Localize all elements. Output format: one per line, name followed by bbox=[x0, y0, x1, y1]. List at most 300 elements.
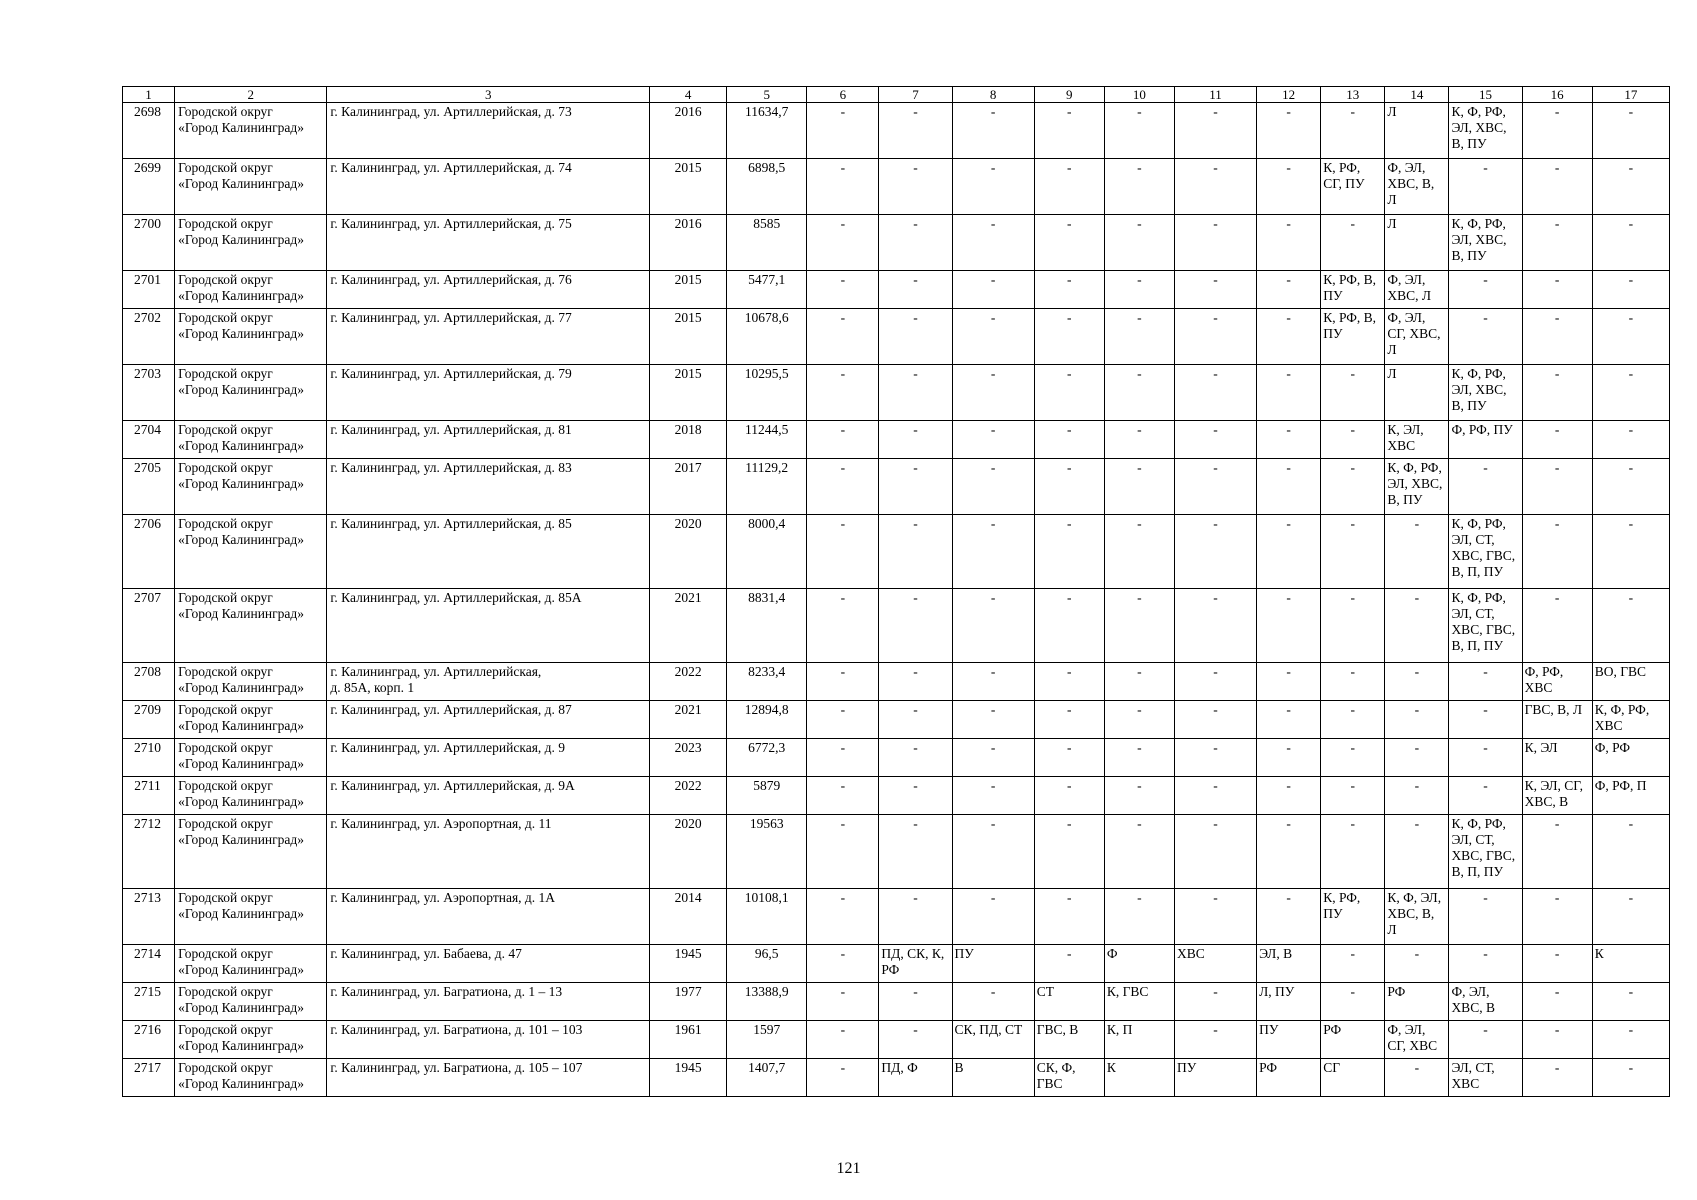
row-number: 2706 bbox=[123, 515, 175, 589]
municipality-cell: Городской округ «Город Калининград» bbox=[175, 421, 327, 459]
area-cell: 13388,9 bbox=[727, 983, 807, 1021]
col10-cell: - bbox=[1104, 589, 1174, 663]
col12-cell: ЭЛ, В bbox=[1257, 945, 1321, 983]
address-cell: г. Калининград, ул. Бабаева, д. 47 bbox=[327, 945, 650, 983]
col9-cell: - bbox=[1034, 159, 1104, 215]
col11-cell: - bbox=[1174, 815, 1256, 889]
col12-cell: - bbox=[1257, 159, 1321, 215]
col16-cell: К, ЭЛ bbox=[1522, 739, 1592, 777]
col15-cell: К, Ф, РФ, ЭЛ, СТ, ХВС, ГВС, В, П, ПУ bbox=[1449, 589, 1522, 663]
col10-cell: - bbox=[1104, 103, 1174, 159]
col8-cell: - bbox=[952, 421, 1034, 459]
col17-cell: - bbox=[1592, 1021, 1669, 1059]
col11-cell: - bbox=[1174, 103, 1256, 159]
col8-cell: - bbox=[952, 815, 1034, 889]
address-cell: г. Калининград, ул. Багратиона, д. 105 – 107 bbox=[327, 1059, 650, 1097]
address-cell: г. Калининград, ул. Багратиона, д. 1 – 13 bbox=[327, 983, 650, 1021]
row-number: 2700 bbox=[123, 215, 175, 271]
col16-cell: - bbox=[1522, 215, 1592, 271]
col7-cell: - bbox=[879, 663, 952, 701]
col16-cell: К, ЭЛ, СГ, ХВС, В bbox=[1522, 777, 1592, 815]
col12-cell: - bbox=[1257, 215, 1321, 271]
col16-cell: - bbox=[1522, 1059, 1592, 1097]
page-number: 121 bbox=[836, 1160, 861, 1177]
col13-cell: К, РФ, В, ПУ bbox=[1321, 271, 1385, 309]
municipality-cell: Городской округ «Город Калининград» bbox=[175, 515, 327, 589]
col16-cell: - bbox=[1522, 459, 1592, 515]
area-cell: 11634,7 bbox=[727, 103, 807, 159]
address-cell: г. Калининград, ул. Артиллерийская, д. 87 bbox=[327, 701, 650, 739]
col15-cell: Ф, ЭЛ, ХВС, В bbox=[1449, 983, 1522, 1021]
col14-cell: Ф, ЭЛ, СГ, ХВС bbox=[1385, 1021, 1449, 1059]
table-row bbox=[123, 589, 1670, 663]
col17-cell: - bbox=[1592, 1059, 1669, 1097]
area-cell: 11244,5 bbox=[727, 421, 807, 459]
col11-cell: - bbox=[1174, 459, 1256, 515]
municipality-cell: Городской округ «Город Калининград» bbox=[175, 159, 327, 215]
area-cell: 8831,4 bbox=[727, 589, 807, 663]
col9-cell: - bbox=[1034, 459, 1104, 515]
row-number: 2717 bbox=[123, 1059, 175, 1097]
col12-cell: - bbox=[1257, 815, 1321, 889]
col17-cell: - bbox=[1592, 103, 1669, 159]
area-cell: 10678,6 bbox=[727, 309, 807, 365]
col16-cell: - bbox=[1522, 365, 1592, 421]
col16-cell: - bbox=[1522, 815, 1592, 889]
col8-cell: - bbox=[952, 459, 1034, 515]
col8-cell: - bbox=[952, 365, 1034, 421]
col9-cell: - bbox=[1034, 739, 1104, 777]
address-cell: г. Калининград, ул. Артиллерийская, д. 9 bbox=[327, 739, 650, 777]
col7-cell: - bbox=[879, 159, 952, 215]
col16-cell: - bbox=[1522, 589, 1592, 663]
col6-cell: - bbox=[807, 365, 879, 421]
col6-cell: - bbox=[807, 663, 879, 701]
col8-cell: ПУ bbox=[952, 945, 1034, 983]
col10-cell: К bbox=[1104, 1059, 1174, 1097]
col12-cell: - bbox=[1257, 309, 1321, 365]
year-cell: 1961 bbox=[650, 1021, 727, 1059]
year-cell: 2022 bbox=[650, 663, 727, 701]
col10-cell: - bbox=[1104, 421, 1174, 459]
municipality-cell: Городской округ «Город Калининград» bbox=[175, 103, 327, 159]
col13-cell: К, РФ, СГ, ПУ bbox=[1321, 159, 1385, 215]
col10-cell: - bbox=[1104, 365, 1174, 421]
col8-cell: - bbox=[952, 309, 1034, 365]
col6-cell: - bbox=[807, 309, 879, 365]
col12-cell: - bbox=[1257, 515, 1321, 589]
col11-cell: - bbox=[1174, 159, 1256, 215]
year-cell: 1977 bbox=[650, 983, 727, 1021]
col17-cell: - bbox=[1592, 215, 1669, 271]
col6-cell: - bbox=[807, 103, 879, 159]
year-cell: 2021 bbox=[650, 589, 727, 663]
municipality-cell: Городской округ «Город Калининград» bbox=[175, 777, 327, 815]
year-cell: 2021 bbox=[650, 701, 727, 739]
col10-cell: К, П bbox=[1104, 1021, 1174, 1059]
col17-cell: - bbox=[1592, 459, 1669, 515]
col16-cell: - bbox=[1522, 983, 1592, 1021]
table-row bbox=[123, 1059, 1670, 1097]
col15-cell: - bbox=[1449, 271, 1522, 309]
column-header: 5 bbox=[727, 87, 807, 103]
table-row bbox=[123, 365, 1670, 421]
row-number: 2708 bbox=[123, 663, 175, 701]
col7-cell: ПД, Ф bbox=[879, 1059, 952, 1097]
table-row bbox=[123, 309, 1670, 365]
row-number: 2704 bbox=[123, 421, 175, 459]
col15-cell: - bbox=[1449, 309, 1522, 365]
address-cell: г. Калининград, ул. Артиллерийская, д. 9А bbox=[327, 777, 650, 815]
col9-cell: - bbox=[1034, 103, 1104, 159]
col13-cell: - bbox=[1321, 365, 1385, 421]
municipality-cell: Городской округ «Город Калининград» bbox=[175, 889, 327, 945]
col14-cell: Л bbox=[1385, 365, 1449, 421]
col11-cell: ПУ bbox=[1174, 1059, 1256, 1097]
col13-cell: - bbox=[1321, 663, 1385, 701]
row-number: 2711 bbox=[123, 777, 175, 815]
municipality-cell: Городской округ «Город Калининград» bbox=[175, 459, 327, 515]
col6-cell: - bbox=[807, 945, 879, 983]
year-cell: 2020 bbox=[650, 815, 727, 889]
col15-cell: ЭЛ, СТ, ХВС bbox=[1449, 1059, 1522, 1097]
col10-cell: К, ГВС bbox=[1104, 983, 1174, 1021]
col11-cell: - bbox=[1174, 309, 1256, 365]
col7-cell: - bbox=[879, 777, 952, 815]
col13-cell: - bbox=[1321, 215, 1385, 271]
col10-cell: - bbox=[1104, 271, 1174, 309]
col13-cell: - bbox=[1321, 945, 1385, 983]
area-cell: 96,5 bbox=[727, 945, 807, 983]
col6-cell: - bbox=[807, 815, 879, 889]
col11-cell: - bbox=[1174, 777, 1256, 815]
col15-cell: Ф, РФ, ПУ bbox=[1449, 421, 1522, 459]
municipality-cell: Городской округ «Город Калининград» bbox=[175, 309, 327, 365]
col12-cell: - bbox=[1257, 103, 1321, 159]
year-cell: 2016 bbox=[650, 103, 727, 159]
col7-cell: - bbox=[879, 889, 952, 945]
col16-cell: - bbox=[1522, 103, 1592, 159]
col11-cell: - bbox=[1174, 663, 1256, 701]
col17-cell: - bbox=[1592, 589, 1669, 663]
col15-cell: - bbox=[1449, 739, 1522, 777]
column-header: 11 bbox=[1174, 87, 1256, 103]
row-number: 2709 bbox=[123, 701, 175, 739]
year-cell: 2015 bbox=[650, 159, 727, 215]
col13-cell: - bbox=[1321, 815, 1385, 889]
municipality-cell: Городской округ «Город Калининград» bbox=[175, 945, 327, 983]
col7-cell: - bbox=[879, 739, 952, 777]
col13-cell: - bbox=[1321, 589, 1385, 663]
col12-cell: - bbox=[1257, 365, 1321, 421]
year-cell: 2017 bbox=[650, 459, 727, 515]
col17-cell: - bbox=[1592, 983, 1669, 1021]
col10-cell: - bbox=[1104, 159, 1174, 215]
col17-cell: - bbox=[1592, 271, 1669, 309]
col14-cell: - bbox=[1385, 1059, 1449, 1097]
col14-cell: - bbox=[1385, 663, 1449, 701]
col9-cell: - bbox=[1034, 309, 1104, 365]
col13-cell: - bbox=[1321, 515, 1385, 589]
row-number: 2705 bbox=[123, 459, 175, 515]
col10-cell: - bbox=[1104, 889, 1174, 945]
col16-cell: - bbox=[1522, 1021, 1592, 1059]
col7-cell: - bbox=[879, 309, 952, 365]
col12-cell: - bbox=[1257, 271, 1321, 309]
col12-cell: - bbox=[1257, 777, 1321, 815]
col12-cell: Л, ПУ bbox=[1257, 983, 1321, 1021]
table-row bbox=[123, 421, 1670, 459]
col8-cell: СК, ПД, СТ bbox=[952, 1021, 1034, 1059]
col17-cell: - bbox=[1592, 515, 1669, 589]
col6-cell: - bbox=[807, 271, 879, 309]
column-header: 8 bbox=[952, 87, 1034, 103]
col15-cell: - bbox=[1449, 777, 1522, 815]
col17-cell: К, Ф, РФ, ХВС bbox=[1592, 701, 1669, 739]
col6-cell: - bbox=[807, 701, 879, 739]
table-row bbox=[123, 159, 1670, 215]
col6-cell: - bbox=[807, 889, 879, 945]
col13-cell: - bbox=[1321, 421, 1385, 459]
col9-cell: - bbox=[1034, 889, 1104, 945]
address-cell: г. Калининград, ул. Артиллерийская, д. 79 bbox=[327, 365, 650, 421]
address-cell: г. Калининград, ул. Багратиона, д. 101 – 103 bbox=[327, 1021, 650, 1059]
col16-cell: - bbox=[1522, 421, 1592, 459]
col14-cell: РФ bbox=[1385, 983, 1449, 1021]
year-cell: 2015 bbox=[650, 271, 727, 309]
col9-cell: - bbox=[1034, 777, 1104, 815]
table-row bbox=[123, 515, 1670, 589]
table-row bbox=[123, 777, 1670, 815]
column-header: 10 bbox=[1104, 87, 1174, 103]
col15-cell: К, Ф, РФ, ЭЛ, ХВС, В, ПУ bbox=[1449, 215, 1522, 271]
table-row bbox=[123, 701, 1670, 739]
table-row bbox=[123, 459, 1670, 515]
col8-cell: - bbox=[952, 663, 1034, 701]
column-header: 14 bbox=[1385, 87, 1449, 103]
col12-cell: - bbox=[1257, 459, 1321, 515]
table-row bbox=[123, 889, 1670, 945]
area-cell: 10295,5 bbox=[727, 365, 807, 421]
col15-cell: - bbox=[1449, 701, 1522, 739]
column-header: 2 bbox=[175, 87, 327, 103]
col10-cell: - bbox=[1104, 309, 1174, 365]
area-cell: 8233,4 bbox=[727, 663, 807, 701]
col17-cell: - bbox=[1592, 309, 1669, 365]
col14-cell: - bbox=[1385, 701, 1449, 739]
municipality-cell: Городской округ «Город Калининград» bbox=[175, 663, 327, 701]
area-cell: 1407,7 bbox=[727, 1059, 807, 1097]
table-row bbox=[123, 1021, 1670, 1059]
col15-cell: - bbox=[1449, 889, 1522, 945]
col9-cell: - bbox=[1034, 945, 1104, 983]
col12-cell: - bbox=[1257, 589, 1321, 663]
col14-cell: К, Ф, РФ, ЭЛ, ХВС, В, ПУ bbox=[1385, 459, 1449, 515]
col6-cell: - bbox=[807, 215, 879, 271]
col6-cell: - bbox=[807, 159, 879, 215]
area-cell: 12894,8 bbox=[727, 701, 807, 739]
col13-cell: СГ bbox=[1321, 1059, 1385, 1097]
col12-cell: - bbox=[1257, 889, 1321, 945]
col17-cell: Ф, РФ, П bbox=[1592, 777, 1669, 815]
col13-cell: - bbox=[1321, 739, 1385, 777]
year-cell: 2022 bbox=[650, 777, 727, 815]
col8-cell: - bbox=[952, 701, 1034, 739]
municipality-cell: Городской округ «Город Калининград» bbox=[175, 589, 327, 663]
table-row bbox=[123, 103, 1670, 159]
col15-cell: К, Ф, РФ, ЭЛ, ХВС, В, ПУ bbox=[1449, 365, 1522, 421]
col7-cell: - bbox=[879, 983, 952, 1021]
col12-cell: - bbox=[1257, 421, 1321, 459]
municipality-cell: Городской округ «Город Калининград» bbox=[175, 1059, 327, 1097]
col14-cell: - bbox=[1385, 739, 1449, 777]
row-number: 2715 bbox=[123, 983, 175, 1021]
municipality-cell: Городской округ «Город Калининград» bbox=[175, 815, 327, 889]
area-cell: 6898,5 bbox=[727, 159, 807, 215]
col12-cell: - bbox=[1257, 701, 1321, 739]
col6-cell: - bbox=[807, 421, 879, 459]
col13-cell: - bbox=[1321, 103, 1385, 159]
col6-cell: - bbox=[807, 983, 879, 1021]
table-row bbox=[123, 663, 1670, 701]
col11-cell: - bbox=[1174, 421, 1256, 459]
column-header: 4 bbox=[650, 87, 727, 103]
table-row bbox=[123, 271, 1670, 309]
col8-cell: - bbox=[952, 215, 1034, 271]
col8-cell: - bbox=[952, 777, 1034, 815]
col15-cell: К, Ф, РФ, ЭЛ, ХВС, В, ПУ bbox=[1449, 103, 1522, 159]
col14-cell: - bbox=[1385, 945, 1449, 983]
col15-cell: К, Ф, РФ, ЭЛ, СТ, ХВС, ГВС, В, П, ПУ bbox=[1449, 515, 1522, 589]
col10-cell: Ф bbox=[1104, 945, 1174, 983]
col11-cell: - bbox=[1174, 983, 1256, 1021]
row-number: 2714 bbox=[123, 945, 175, 983]
col17-cell: К bbox=[1592, 945, 1669, 983]
col7-cell: - bbox=[879, 365, 952, 421]
col7-cell: - bbox=[879, 589, 952, 663]
col14-cell: - bbox=[1385, 815, 1449, 889]
col17-cell: - bbox=[1592, 815, 1669, 889]
col8-cell: - bbox=[952, 983, 1034, 1021]
column-header: 13 bbox=[1321, 87, 1385, 103]
col14-cell: К, ЭЛ, ХВС bbox=[1385, 421, 1449, 459]
col13-cell: - bbox=[1321, 983, 1385, 1021]
col15-cell: - bbox=[1449, 159, 1522, 215]
municipality-cell: Городской округ «Город Калининград» bbox=[175, 215, 327, 271]
address-cell: г. Калининград, ул. Артиллерийская, д. 74 bbox=[327, 159, 650, 215]
table-row bbox=[123, 983, 1670, 1021]
col9-cell: - bbox=[1034, 589, 1104, 663]
column-header: 1 bbox=[123, 87, 175, 103]
col17-cell: - bbox=[1592, 159, 1669, 215]
table-row bbox=[123, 215, 1670, 271]
col17-cell: ВО, ГВС bbox=[1592, 663, 1669, 701]
col14-cell: - bbox=[1385, 515, 1449, 589]
col13-cell: К, РФ, ПУ bbox=[1321, 889, 1385, 945]
col13-cell: РФ bbox=[1321, 1021, 1385, 1059]
col7-cell: - bbox=[879, 515, 952, 589]
column-header: 15 bbox=[1449, 87, 1522, 103]
col14-cell: К, Ф, ЭЛ, ХВС, В, Л bbox=[1385, 889, 1449, 945]
col6-cell: - bbox=[807, 777, 879, 815]
column-header: 7 bbox=[879, 87, 952, 103]
area-cell: 8000,4 bbox=[727, 515, 807, 589]
municipality-cell: Городской округ «Город Калининград» bbox=[175, 365, 327, 421]
area-cell: 8585 bbox=[727, 215, 807, 271]
col14-cell: - bbox=[1385, 589, 1449, 663]
col8-cell: - bbox=[952, 889, 1034, 945]
col7-cell: - bbox=[879, 103, 952, 159]
col10-cell: - bbox=[1104, 815, 1174, 889]
col10-cell: - bbox=[1104, 663, 1174, 701]
housing-register-table bbox=[122, 86, 1670, 1097]
col7-cell: - bbox=[879, 459, 952, 515]
municipality-cell: Городской округ «Город Калининград» bbox=[175, 701, 327, 739]
column-header: 6 bbox=[807, 87, 879, 103]
address-cell: г. Калининград, ул. Артиллерийская, д. 77 bbox=[327, 309, 650, 365]
col8-cell: - bbox=[952, 103, 1034, 159]
col9-cell: - bbox=[1034, 701, 1104, 739]
col11-cell: ХВС bbox=[1174, 945, 1256, 983]
row-number: 2702 bbox=[123, 309, 175, 365]
address-cell: г. Калининград, ул. Артиллерийская, д. 85А, корп. 1 bbox=[327, 663, 650, 701]
column-header: 9 bbox=[1034, 87, 1104, 103]
address-cell: г. Калининград, ул. Артиллерийская, д. 75 bbox=[327, 215, 650, 271]
col11-cell: - bbox=[1174, 515, 1256, 589]
col8-cell: - bbox=[952, 739, 1034, 777]
col16-cell: ГВС, В, Л bbox=[1522, 701, 1592, 739]
col7-cell: ПД, СК, К, РФ bbox=[879, 945, 952, 983]
col13-cell: - bbox=[1321, 459, 1385, 515]
col7-cell: - bbox=[879, 815, 952, 889]
column-header: 16 bbox=[1522, 87, 1592, 103]
col12-cell: РФ bbox=[1257, 1059, 1321, 1097]
municipality-cell: Городской округ «Город Калининград» bbox=[175, 271, 327, 309]
col16-cell: - bbox=[1522, 515, 1592, 589]
address-cell: г. Калининград, ул. Артиллерийская, д. 76 bbox=[327, 271, 650, 309]
col17-cell: - bbox=[1592, 365, 1669, 421]
address-cell: г. Калининград, ул. Артиллерийская, д. 85А bbox=[327, 589, 650, 663]
year-cell: 2016 bbox=[650, 215, 727, 271]
col15-cell: - bbox=[1449, 945, 1522, 983]
area-cell: 1597 bbox=[727, 1021, 807, 1059]
col7-cell: - bbox=[879, 421, 952, 459]
col17-cell: Ф, РФ bbox=[1592, 739, 1669, 777]
row-number: 2701 bbox=[123, 271, 175, 309]
col11-cell: - bbox=[1174, 889, 1256, 945]
area-cell: 10108,1 bbox=[727, 889, 807, 945]
col9-cell: - bbox=[1034, 271, 1104, 309]
col6-cell: - bbox=[807, 1021, 879, 1059]
col11-cell: - bbox=[1174, 589, 1256, 663]
area-cell: 11129,2 bbox=[727, 459, 807, 515]
municipality-cell: Городской округ «Город Калининград» bbox=[175, 1021, 327, 1059]
row-number: 2713 bbox=[123, 889, 175, 945]
col7-cell: - bbox=[879, 271, 952, 309]
col8-cell: - bbox=[952, 589, 1034, 663]
col16-cell: - bbox=[1522, 889, 1592, 945]
col8-cell: - bbox=[952, 515, 1034, 589]
col14-cell: Ф, ЭЛ, ХВС, В, Л bbox=[1385, 159, 1449, 215]
col9-cell: - bbox=[1034, 815, 1104, 889]
col10-cell: - bbox=[1104, 701, 1174, 739]
col13-cell: - bbox=[1321, 701, 1385, 739]
col11-cell: - bbox=[1174, 701, 1256, 739]
year-cell: 2015 bbox=[650, 365, 727, 421]
address-cell: г. Калининград, ул. Артиллерийская, д. 85 bbox=[327, 515, 650, 589]
area-cell: 5879 bbox=[727, 777, 807, 815]
col13-cell: К, РФ, В, ПУ bbox=[1321, 309, 1385, 365]
